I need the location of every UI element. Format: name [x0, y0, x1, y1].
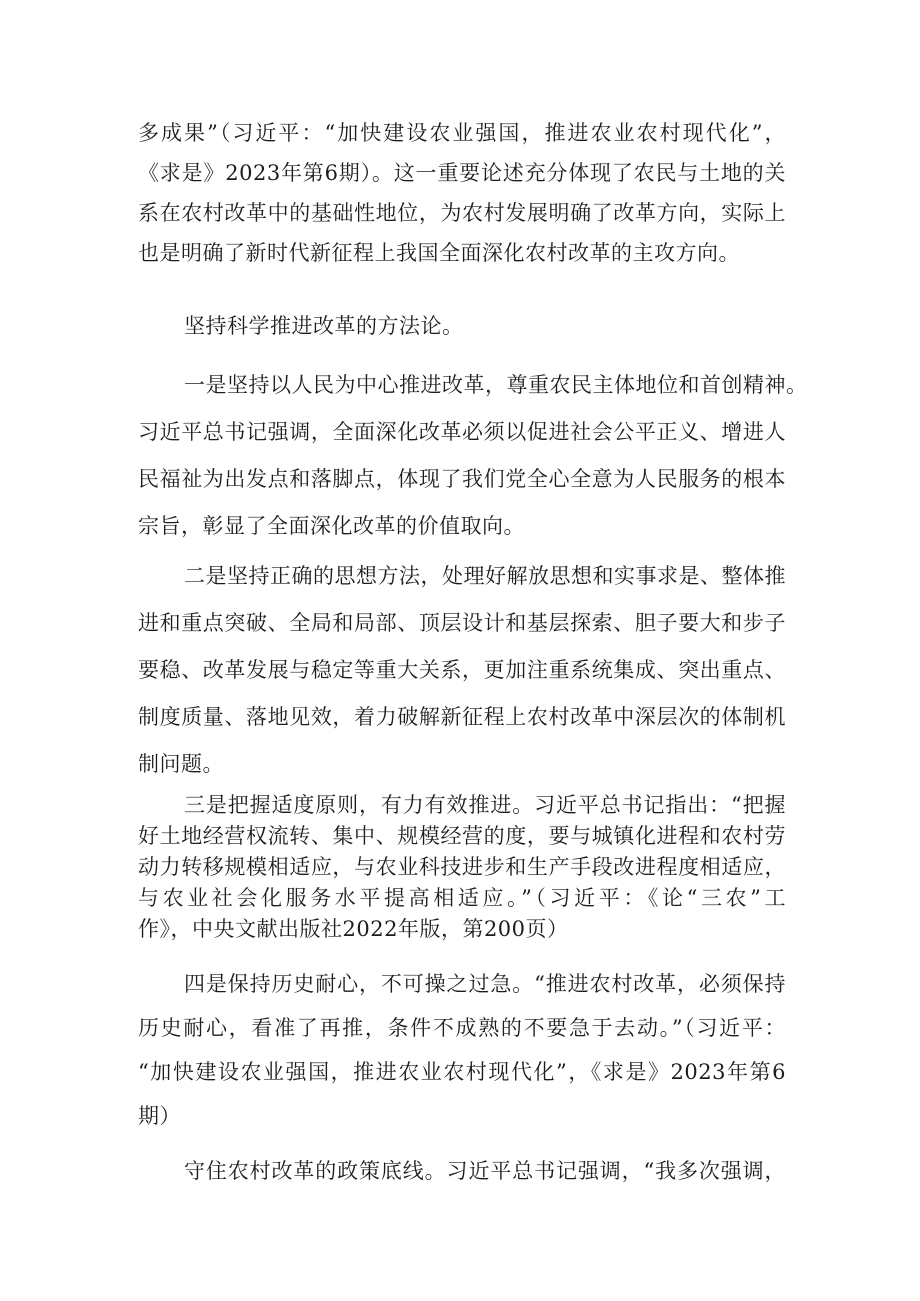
paragraph-point-one [138, 362, 808, 550]
text-line: “加快建设农业强国，推进农业农村现代化”，《求是》2023年第6 [138, 1060, 786, 1084]
text-line: 民福祉为出发点和落脚点，体现了我们党全心全意为人民服务的根本 [138, 467, 786, 491]
text-line: 宗旨，彰显了全面深化改革的价值取向。 [138, 514, 525, 538]
text-line: 系在农村改革中的基础性地位，为农村发展明确了改革方向，实际上 [138, 201, 786, 225]
text-line: 《求是》2023年第6期）。这一重要论述充分体现了农民与土地的关 [138, 161, 786, 185]
text-line: 与农业社会化服务水平提高相适应。”（习近平：《论“三农”工 [138, 886, 786, 910]
text-line: 一是坚持以人民为中心推进改革，尊重农民主体地位和首创精神。 [184, 373, 808, 397]
text-line: 历史耐心，看准了再推，条件不成熟的不要急于去动。”（习近平： [138, 1016, 786, 1040]
paragraph-methodology-heading [138, 306, 786, 346]
text-line: 作》，中央文献出版社2022年版，第200页） [138, 917, 569, 941]
text-line: 期） [138, 1104, 181, 1128]
paragraph-point-four [138, 962, 786, 1138]
text-line: 三是把握适度原则，有力有效推进。习近平总书记指出：“把握 [184, 793, 786, 817]
text-line: 动力转移规模相适应，与农业科技进步和生产手段改进程度相适应， [138, 855, 786, 879]
text-line: 二是坚持正确的思想方法，处理好解放思想和实事求是、整体推 [184, 564, 786, 588]
text-line: 多成果”（习近平：“加快建设农业强国，推进农业农村现代化”， [138, 121, 786, 145]
text-line: 要稳、改革发展与稳定等重大关系，更加注重系统集成、突出重点、 [138, 658, 786, 682]
text-line: 四是保持历史耐心，不可操之过急。“推进农村改革，必须保持 [184, 972, 786, 996]
paragraph-continuation [138, 113, 786, 273]
text-line: 习近平总书记强调，全面深化改革必须以促进社会公平正义、增进人 [138, 420, 786, 444]
paragraph-policy-baseline [138, 1151, 786, 1191]
paragraph-point-three [138, 790, 786, 945]
text-line: 好土地经营权流转、集中、规模经营的度，要与城镇化进程和农村劳 [138, 824, 786, 848]
text-line: 制度质量、落地见效，着力破解新征程上农村改革中深层次的体制机 [138, 705, 786, 729]
text-line: 制问题。 [138, 752, 224, 776]
paragraph-point-two [138, 553, 786, 788]
text-line: 守住农村改革的政策底线。习近平总书记强调，“我多次强调， [184, 1159, 786, 1183]
text-line: 坚持科学推进改革的方法论。 [184, 314, 464, 338]
text-line: 也是明确了新时代新征程上我国全面深化农村改革的主攻方向。 [138, 241, 740, 265]
text-line: 进和重点突破、全局和局部、顶层设计和基层探索、胆子要大和步子 [138, 611, 786, 635]
